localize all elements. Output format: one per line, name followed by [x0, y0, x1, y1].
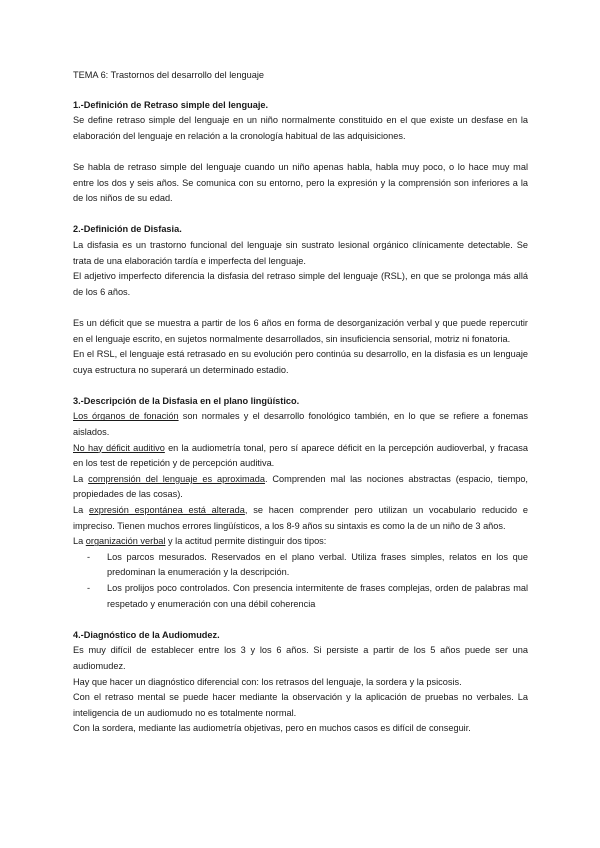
section-4-paragraph-1: Es muy difícil de establecer entre los 3 y los 6 años. Si persiste a partir de los 5 años puede ser una audiomudez.: [73, 645, 528, 671]
paragraph-text: y la actitud permite distinguir dos tipos:: [165, 536, 327, 547]
section-4-paragraph-3: Con el retraso mental se puede hacer mediante la observación y la aplicación de pruebas no verbales. La inteligencia de un audiomudo no es totalmente normal.: [73, 692, 528, 718]
section-2-paragraph-3: Es un déficit que se muestra a partir de los 6 años en forma de desorganización verbal y que puede repercutir en el lenguaje escrito, en sujetos normalmente desarrollados, sin insuficiencia sensorial, motriz ni fonatoria.: [73, 317, 528, 344]
list-item: - Los parcos mesurados. Reservados en el plano verbal. Utiliza frases simples, relatos en los que predominan la enumeración y la descripción.: [107, 550, 528, 581]
paragraph-text: son normales y el desarrollo fonológico también, en lo que se refiere a fonemas aislados.: [73, 411, 528, 438]
section-3-heading: 3.-Descripción de la Disfasia en el plano lingüístico.: [73, 395, 300, 406]
section-2-heading: 2.-Definición de Disfasia.: [73, 224, 182, 235]
paragraph-text: La: [73, 505, 90, 516]
underlined-term: comprensión del lenguaje es aproximada: [88, 473, 265, 484]
section-4-heading: 4.-Diagnóstico de la Audiomudez.: [73, 629, 220, 640]
section-2-paragraph-1: La disfasia es un trastorno funcional del lenguaje sin sustrato lesional orgánico clínicamente detectable. Se trata de una elaboración tardía e imperfecta del lenguaje.: [73, 239, 528, 266]
paragraph-text: , se hacen comprender pero utilizan un vocabulario reducido e impreciso. Tienen muchos errores lingüísticos, a los 8-9 años su sintaxis es como la de un niño de 3 años.: [73, 505, 528, 531]
section-3-paragraph-3: [73, 472, 528, 503]
section-3-paragraph-2: [73, 441, 528, 472]
section-4-paragraph-4: Con la sordera, mediante las audiometría objetivas, pero en muchos casos es difícil de conseguir.: [73, 723, 471, 734]
underlined-term: organización verbal: [85, 536, 166, 547]
section-1-heading: 1.-Definición de Retraso simple del lenguaje.: [73, 99, 269, 110]
section-3-paragraph-4: [73, 503, 528, 534]
section-4-paragraph-2: Hay que hacer un diagnóstico diferencial con: los retrasos del lenguaje, la sordera y la psicosis.: [73, 676, 462, 687]
section-2-paragraph-2: El adjetivo imperfecto diferencia la disfasia del retraso simple del lenguaje (RSL), en que se prolonga más allá de los 6 años.: [73, 271, 528, 297]
underlined-term: No hay déficit auditivo: [73, 442, 165, 453]
document-title: TEMA 6: Trastornos del desarrollo del lenguaje: [73, 70, 264, 80]
section-3-paragraph-1: [73, 409, 528, 440]
document-page: [73, 68, 528, 737]
section-1-paragraph-1: Se define retraso simple del lenguaje en un niño normalmente constituido en el que existe un desfase en la elaboración del lenguaje en relación a la cronología habitual de las adquisiciones.: [73, 115, 528, 141]
underlined-term: Los órganos de fonación: [73, 411, 179, 422]
section-1-paragraph-2: Se habla de retraso simple del lenguaje cuando un niño apenas habla, habla muy poco, o lo hace muy mal entre los dos y seis años. Se comunica con su entorno, pero la expresión y la comprensión son inferiores a la de los niños de su edad.: [73, 161, 528, 204]
dash-list: [73, 550, 528, 612]
paragraph-text: La: [73, 536, 86, 547]
underlined-term: expresión espontánea está alterada: [89, 505, 245, 516]
section-3-paragraph-5: [73, 534, 528, 550]
paragraph-text: . Comprenden mal las nociones abstractas (espacio, tiempo, propiedades de las cosas).: [73, 473, 528, 500]
section-2-paragraph-4: En el RSL, el lenguaje está retrasado en su evolución pero continúa su desarrollo, en la disfasia es un lenguaje cuya estructura no superará un determinado estadio.: [73, 349, 528, 375]
list-item: - Los prolijos poco controlados. Con presencia intermitente de frases complejas, orden de palabras mal respetado y enumeración con una débil coherencia: [107, 581, 528, 612]
paragraph-text: La: [73, 473, 89, 484]
paragraph-text: en la audiometría tonal, pero sí aparece déficit en la percepción audioverbal, y fracasa en los test de repetición y de percepción auditiva.: [73, 442, 528, 469]
